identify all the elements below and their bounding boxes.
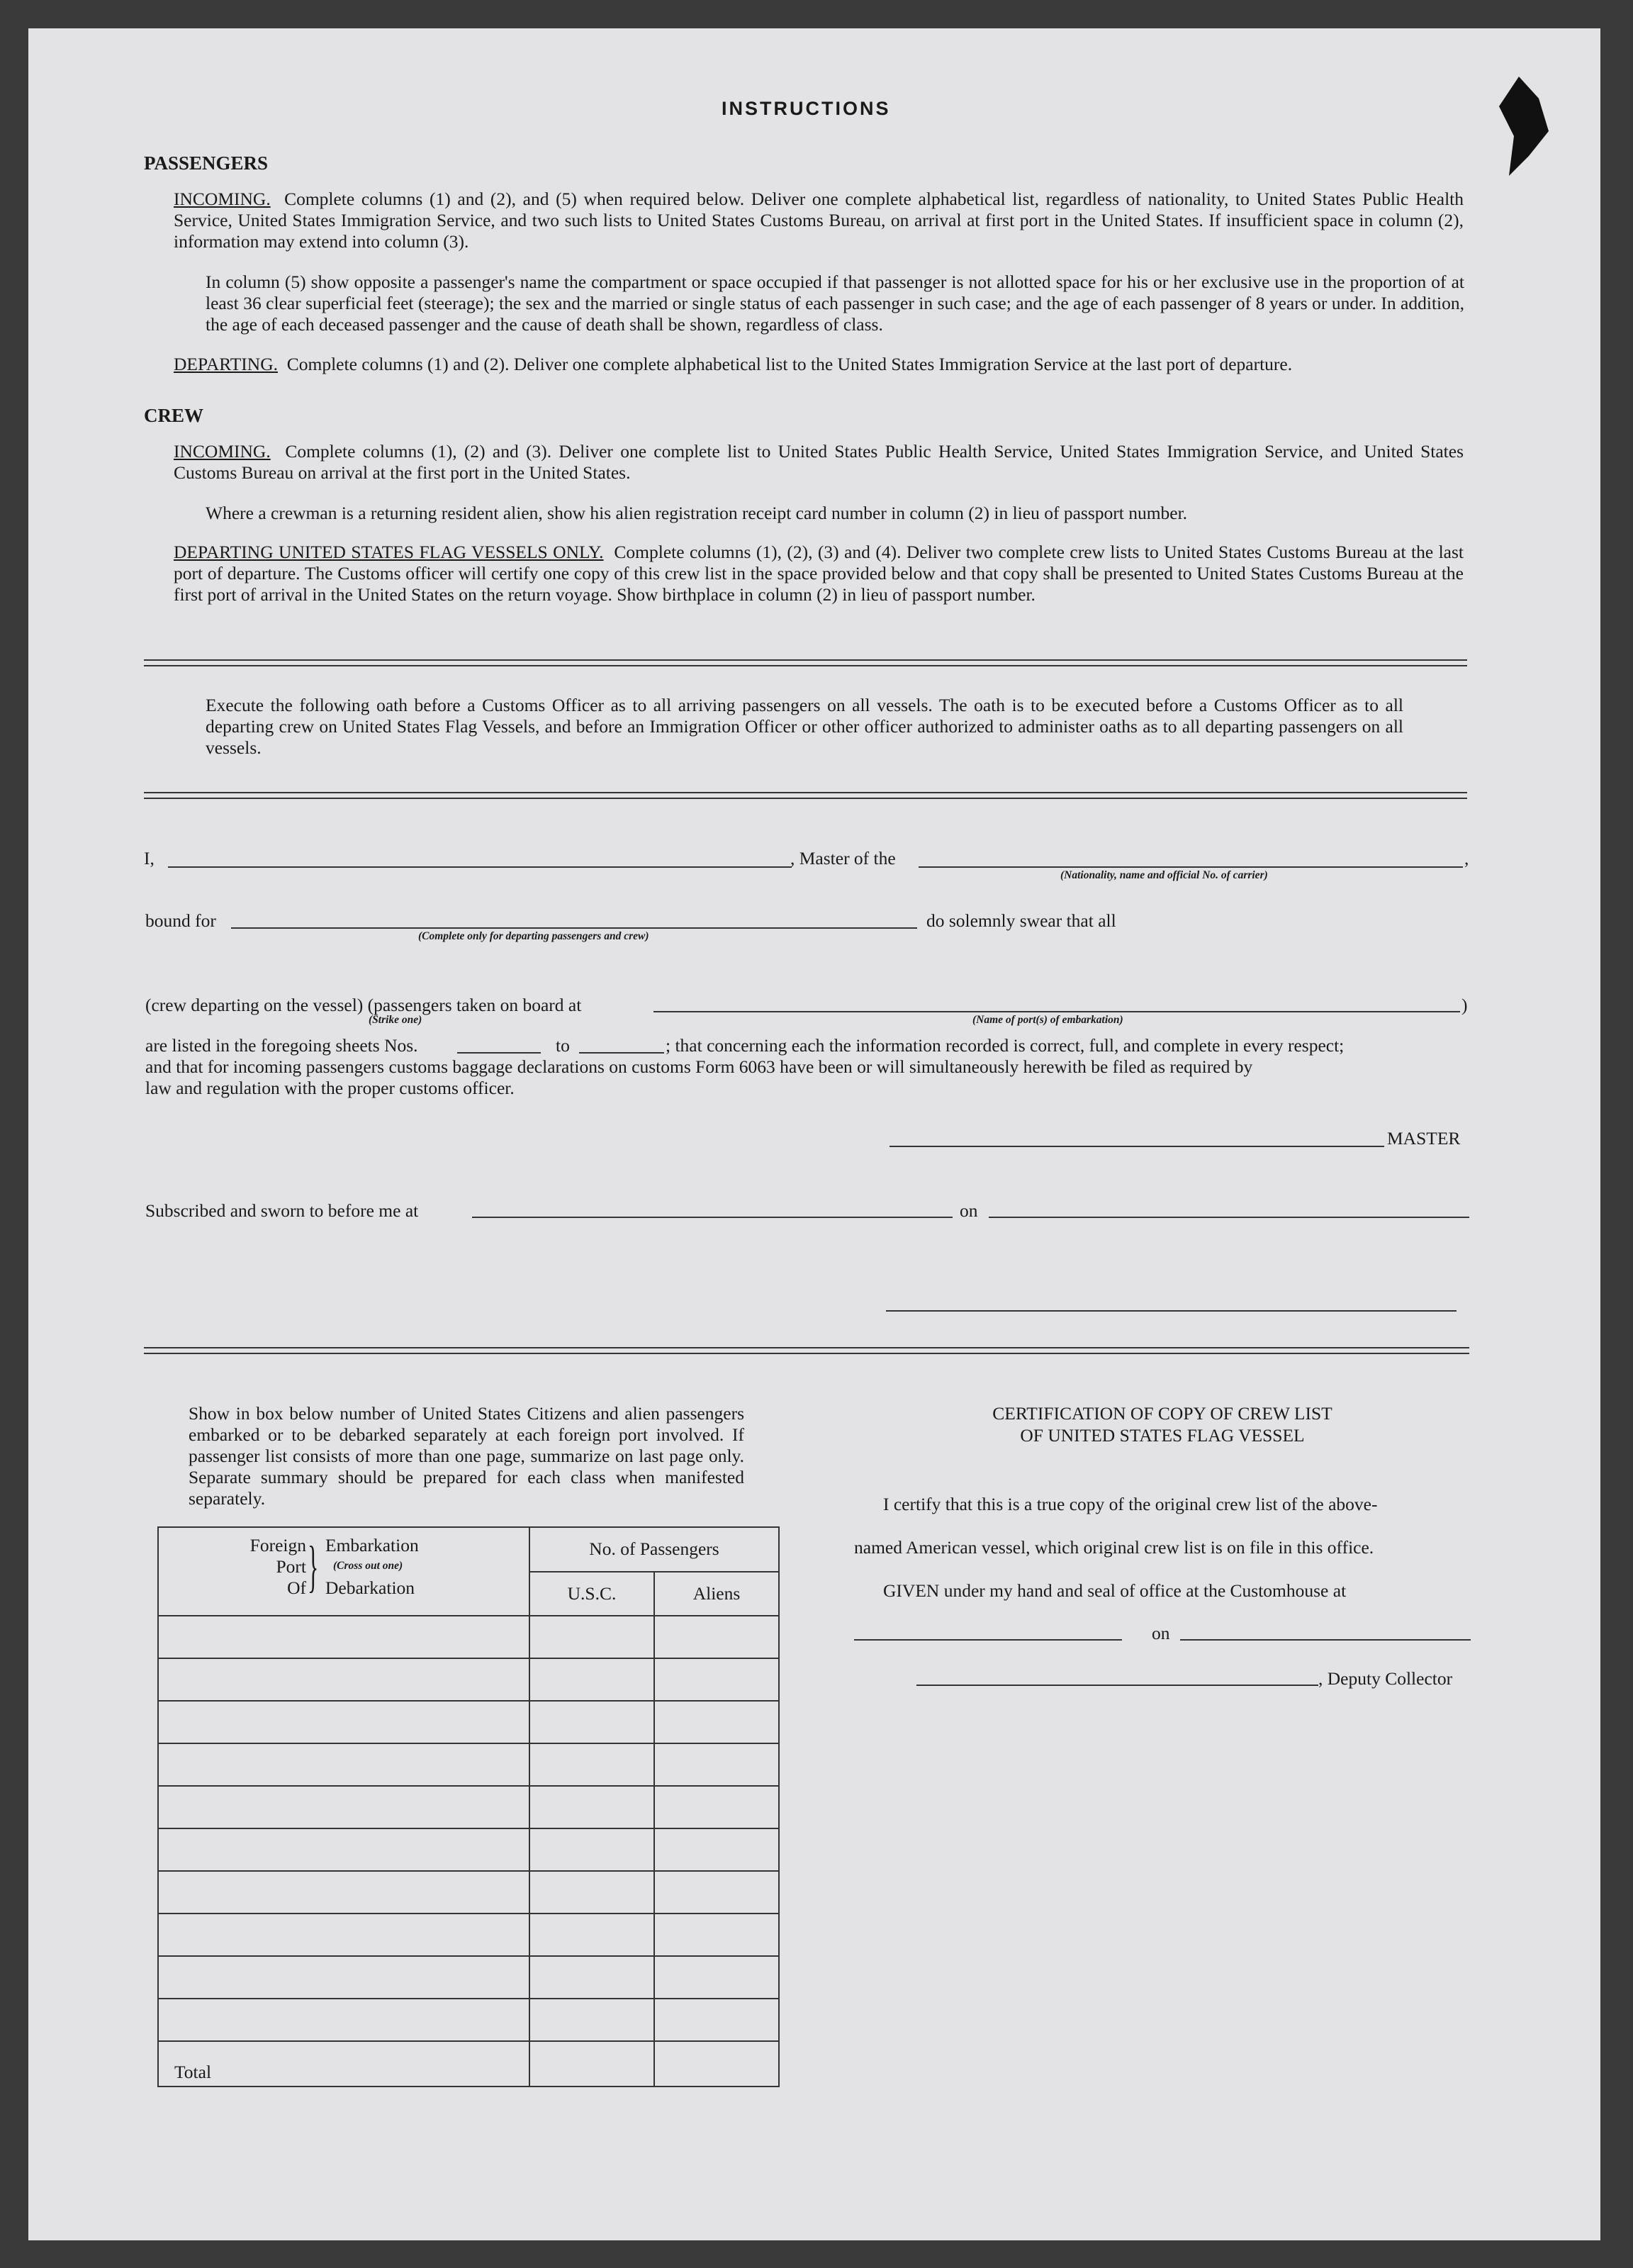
aliens-cell[interactable] bbox=[654, 1786, 779, 1828]
port-cell[interactable] bbox=[158, 1956, 529, 1999]
header-usc: U.S.C. bbox=[529, 1572, 654, 1616]
usc-cell[interactable] bbox=[529, 1743, 654, 1786]
brace-icon: } bbox=[308, 1536, 319, 1598]
crew-departing-label: DEPARTING UNITED STATES FLAG VESSELS ONLY. bbox=[174, 542, 604, 562]
port-cell[interactable] bbox=[158, 1701, 529, 1743]
aliens-cell[interactable] bbox=[654, 1701, 779, 1743]
certification-line-1: I certify that this is a true copy of the original crew list of the above- bbox=[883, 1494, 1378, 1514]
aliens-cell[interactable] bbox=[654, 1956, 779, 1999]
passengers-incoming-text: Complete columns (1) and (2), and (5) when required below. Deliver one complete alphabetical list, regardless of nationality, to United States Public Health Service, United States Immigration Service, and two such lists to United States Customs Bureau, on arrival at first port in the United States. If insufficient space in column (2), information may extend into column (3). bbox=[174, 189, 1464, 252]
customhouse-field[interactable] bbox=[854, 1639, 1122, 1641]
oath-swear: do solemnly swear that all bbox=[926, 910, 1116, 931]
header-embarkation: Embarkation bbox=[325, 1535, 419, 1555]
port-cell[interactable] bbox=[158, 1658, 529, 1701]
usc-cell[interactable] bbox=[529, 1658, 654, 1701]
crew-incoming-text: Complete columns (1), (2) and (3). Deliver one complete list to United States Public Health Service, United States Immigration Service, and United States Customs Bureau on arrival at the first port in the United States. bbox=[174, 441, 1464, 483]
bound-for-field[interactable] bbox=[231, 927, 917, 929]
aliens-cell[interactable] bbox=[654, 1871, 779, 1914]
certification-date-field[interactable] bbox=[1180, 1639, 1471, 1641]
passengers-column5: In column (5) show opposite a passenger's name the compartment or space occupied if that passenger is not allotted space for his or her exclusive use in the proportion of at least 36 clear superficial feet (steerage); the sex and the married or single status of each passenger in such case; and the age of each passenger of 8 years or under. In addition, the age of each deceased passenger and the cause of death shall be shown, regardless of class. bbox=[206, 272, 1464, 335]
master-signature-field[interactable] bbox=[890, 1146, 1384, 1147]
oath-i: I, bbox=[144, 848, 155, 868]
usc-cell[interactable] bbox=[529, 1914, 654, 1956]
crew-departing-text: Complete columns (1), (2), (3) and (4). Deliver two complete crew lists to United States Customs Bureau at the last port of departure. The Customs officer will certify one copy of this crew list in the space provided below and that copy shall be presented to United States Customs Bureau at the first port of arrival in the United States on the return voyage. Show birthplace in column (2) in lieu of passport number. bbox=[174, 542, 1464, 605]
table-row bbox=[158, 1999, 779, 2041]
table-row bbox=[158, 1743, 779, 1786]
page-title: INSTRUCTIONS bbox=[722, 98, 891, 119]
usc-cell[interactable] bbox=[529, 1999, 654, 2041]
crew-resident: Where a crewman is a returning resident alien, show his alien registration receipt card number in column (2) in lieu of passport number. bbox=[206, 503, 1188, 523]
header-cross: (Cross out one) bbox=[333, 1560, 403, 1572]
oath-to: to bbox=[556, 1035, 570, 1056]
oath-rest: ; that concerning each the information recorded is correct, full, and complete in every respect; bbox=[666, 1035, 1345, 1056]
crew-incoming-label: INCOMING. bbox=[174, 441, 271, 462]
table-row bbox=[158, 1828, 779, 1871]
header-foreign: Foreign bbox=[249, 1535, 306, 1555]
ports-field[interactable] bbox=[653, 1011, 1460, 1012]
oath-line3: law and regulation with the proper customs officer. bbox=[145, 1078, 515, 1098]
crew-incoming bbox=[174, 441, 1464, 484]
oath-crew-passengers: (crew departing on the vessel) (passengers taken on board at bbox=[145, 995, 582, 1015]
aliens-cell[interactable] bbox=[654, 1999, 779, 2041]
sheet-from-field[interactable] bbox=[457, 1052, 541, 1054]
oath-bound-for: bound for bbox=[145, 910, 216, 931]
oath-instruction: Execute the following oath before a Customs Officer as to all arriving passengers on all vessels. The oath is to be executed before a Customs Officer as to all departing crew on United States Flag Vessels, and before an Immigration Officer or other officer authorized to administer oaths as to all departing passengers on all vessels. bbox=[206, 695, 1403, 758]
crew-departing bbox=[174, 542, 1464, 605]
table-row bbox=[158, 1914, 779, 1956]
sheet-to-field[interactable] bbox=[579, 1052, 664, 1054]
usc-cell[interactable] bbox=[529, 1786, 654, 1828]
certification-line-3: GIVEN under my hand and seal of office at the Customhouse at bbox=[883, 1580, 1347, 1601]
port-cell[interactable] bbox=[158, 1828, 529, 1871]
aliens-cell[interactable] bbox=[654, 1914, 779, 1956]
passengers-incoming-label: INCOMING. bbox=[174, 189, 271, 209]
certification-on: on bbox=[1152, 1623, 1170, 1643]
bound-hint: (Complete only for departing passengers and crew) bbox=[418, 930, 649, 942]
double-rule bbox=[144, 659, 1467, 666]
table-row bbox=[158, 1956, 779, 1999]
header-port: Port bbox=[276, 1556, 306, 1577]
port-cell[interactable] bbox=[158, 1871, 529, 1914]
total-label: Total bbox=[158, 2041, 529, 2087]
officer-signature-field[interactable] bbox=[886, 1310, 1457, 1312]
passengers-incoming bbox=[174, 189, 1464, 252]
carrier-field[interactable] bbox=[919, 866, 1463, 868]
aliens-cell[interactable] bbox=[654, 1743, 779, 1786]
carrier-hint: (Nationality, name and official No. of carrier) bbox=[1060, 869, 1268, 881]
port-cell[interactable] bbox=[158, 1743, 529, 1786]
port-cell[interactable] bbox=[158, 1616, 529, 1658]
crew-heading: CREW bbox=[144, 405, 204, 426]
oath-close-paren: ) bbox=[1461, 995, 1468, 1015]
table-row bbox=[158, 1616, 779, 1658]
sworn-on-field[interactable] bbox=[989, 1217, 1469, 1218]
aliens-total-cell[interactable] bbox=[654, 2041, 779, 2087]
sworn-at-field[interactable] bbox=[472, 1217, 953, 1218]
passengers-departing-text: Complete columns (1) and (2). Deliver one complete alphabetical list to the United States Immigration Service at the last port of departure. bbox=[286, 354, 1293, 374]
passengers-departing-label: DEPARTING. bbox=[174, 354, 278, 374]
port-header bbox=[158, 1527, 529, 1616]
oath-on: on bbox=[960, 1200, 978, 1221]
usc-cell[interactable] bbox=[529, 1616, 654, 1658]
certification-line-2: named American vessel, which original crew list is on file in this office. bbox=[854, 1537, 1374, 1558]
strike-hint: (Strike one) bbox=[369, 1014, 422, 1026]
oath-line2: and that for incoming passengers customs baggage declarations on customs Form 6063 have been or will simultaneously herewith be filed as required by bbox=[145, 1056, 1253, 1077]
table-row bbox=[158, 1701, 779, 1743]
double-rule bbox=[144, 1347, 1469, 1354]
aliens-cell[interactable] bbox=[654, 1658, 779, 1701]
usc-cell[interactable] bbox=[529, 1956, 654, 1999]
oath-comma: , bbox=[1464, 848, 1469, 868]
aliens-cell[interactable] bbox=[654, 1828, 779, 1871]
table-row bbox=[158, 1871, 779, 1914]
usc-total-cell[interactable] bbox=[529, 2041, 654, 2087]
port-cell[interactable] bbox=[158, 1786, 529, 1828]
usc-cell[interactable] bbox=[529, 1701, 654, 1743]
passengers-heading: PASSENGERS bbox=[144, 152, 269, 174]
total-row bbox=[158, 2041, 779, 2087]
port-cell[interactable] bbox=[158, 1914, 529, 1956]
double-rule bbox=[144, 792, 1467, 799]
oath-master-of-the: , Master of the bbox=[790, 848, 896, 868]
oath-subscribed: Subscribed and sworn to before me at bbox=[145, 1200, 419, 1221]
oath-master: MASTER bbox=[1387, 1128, 1461, 1149]
ports-hint: (Name of port(s) of embarkation) bbox=[972, 1014, 1123, 1026]
usc-cell[interactable] bbox=[529, 1828, 654, 1871]
passenger-summary-table bbox=[157, 1526, 780, 2087]
deputy-signature-field[interactable] bbox=[916, 1685, 1318, 1686]
aliens-cell[interactable] bbox=[654, 1616, 779, 1658]
master-name-field[interactable] bbox=[168, 866, 792, 868]
table-row bbox=[158, 1658, 779, 1701]
header-debarkation: Debarkation bbox=[325, 1577, 415, 1598]
certification-title-1: CERTIFICATION OF COPY OF CREW LIST bbox=[992, 1403, 1332, 1424]
passengers-departing bbox=[174, 354, 1464, 375]
header-of: Of bbox=[287, 1577, 306, 1598]
table-row bbox=[158, 1786, 779, 1828]
certification-deputy: , Deputy Collector bbox=[1318, 1668, 1453, 1689]
header-aliens: Aliens bbox=[654, 1572, 779, 1616]
oath-listed: are listed in the foregoing sheets Nos. bbox=[145, 1035, 418, 1056]
header-no-passengers: No. of Passengers bbox=[529, 1527, 779, 1572]
summary-instruction: Show in box below number of United States Citizens and alien passengers embarked or to be debarked separately at each foreign port involved. If passenger list consists of more than one page, summarize on last page only. Separate summary should be prepared for each class when manifested separately. bbox=[189, 1403, 744, 1509]
certification-title-2: OF UNITED STATES FLAG VESSEL bbox=[1020, 1425, 1305, 1446]
port-cell[interactable] bbox=[158, 1999, 529, 2041]
usc-cell[interactable] bbox=[529, 1871, 654, 1914]
